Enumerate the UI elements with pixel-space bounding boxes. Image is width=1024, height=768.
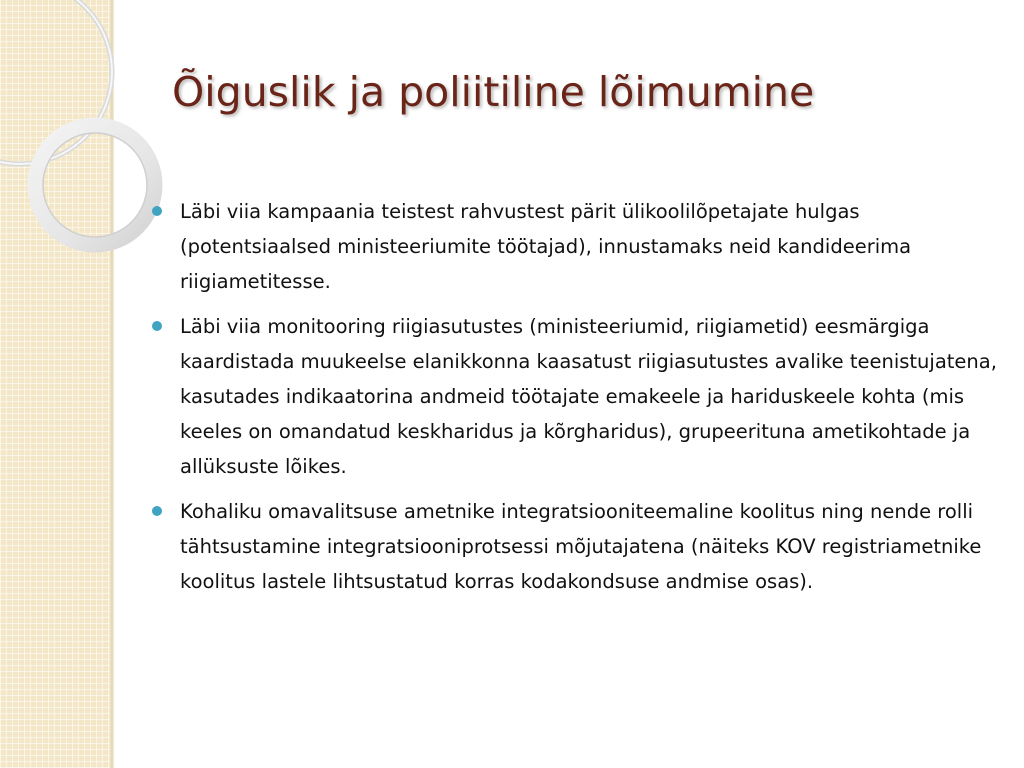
round-bullet-icon [152,206,162,216]
round-bullet-icon [152,506,162,516]
bullet-text: Läbi viia kampaania teistest rahvustest pärit ülikoolilõpetajate hulgas (potentsiaalsed ministeeriumite töötajad), innustamaks neid kandideerima riigiametitesse. [180,200,912,293]
round-bullet-icon [152,321,162,331]
bullet-text: Läbi viia monitooring riigiasutustes (ministeeriumid, riigiametid) eesmärgiga kaardistada muukeelse elanikkonna kaasatust riigiasutustes avalike teenistujatena, kasutades indikaatorina andmeid töötajate emakeele ja hariduskeele kohta (mis keeles on omandatud keskharidus ja kõrgharidus), grupeerituna ametikohtade ja allüksuste lõikes. [180,315,997,478]
bullet-item [150,194,1002,299]
side-panel-border [110,0,114,768]
bullet-text: Kohaliku omavalitsuse ametnike integratsiooniteemaline koolitus ning nende rolli tähtsustamine integratsiooniprotsessi mõjutajatena (näiteks KOV registriametnike koolitus lastele lihtsustatud korras kodakondsuse andmise osas). [180,500,982,593]
slide-title: Õiguslik ja poliitiline lõimumine [172,68,815,116]
bullet-list [150,194,1002,609]
bullet-item [150,494,1002,599]
bullet-item [150,309,1002,484]
side-panel-pattern [0,0,110,768]
